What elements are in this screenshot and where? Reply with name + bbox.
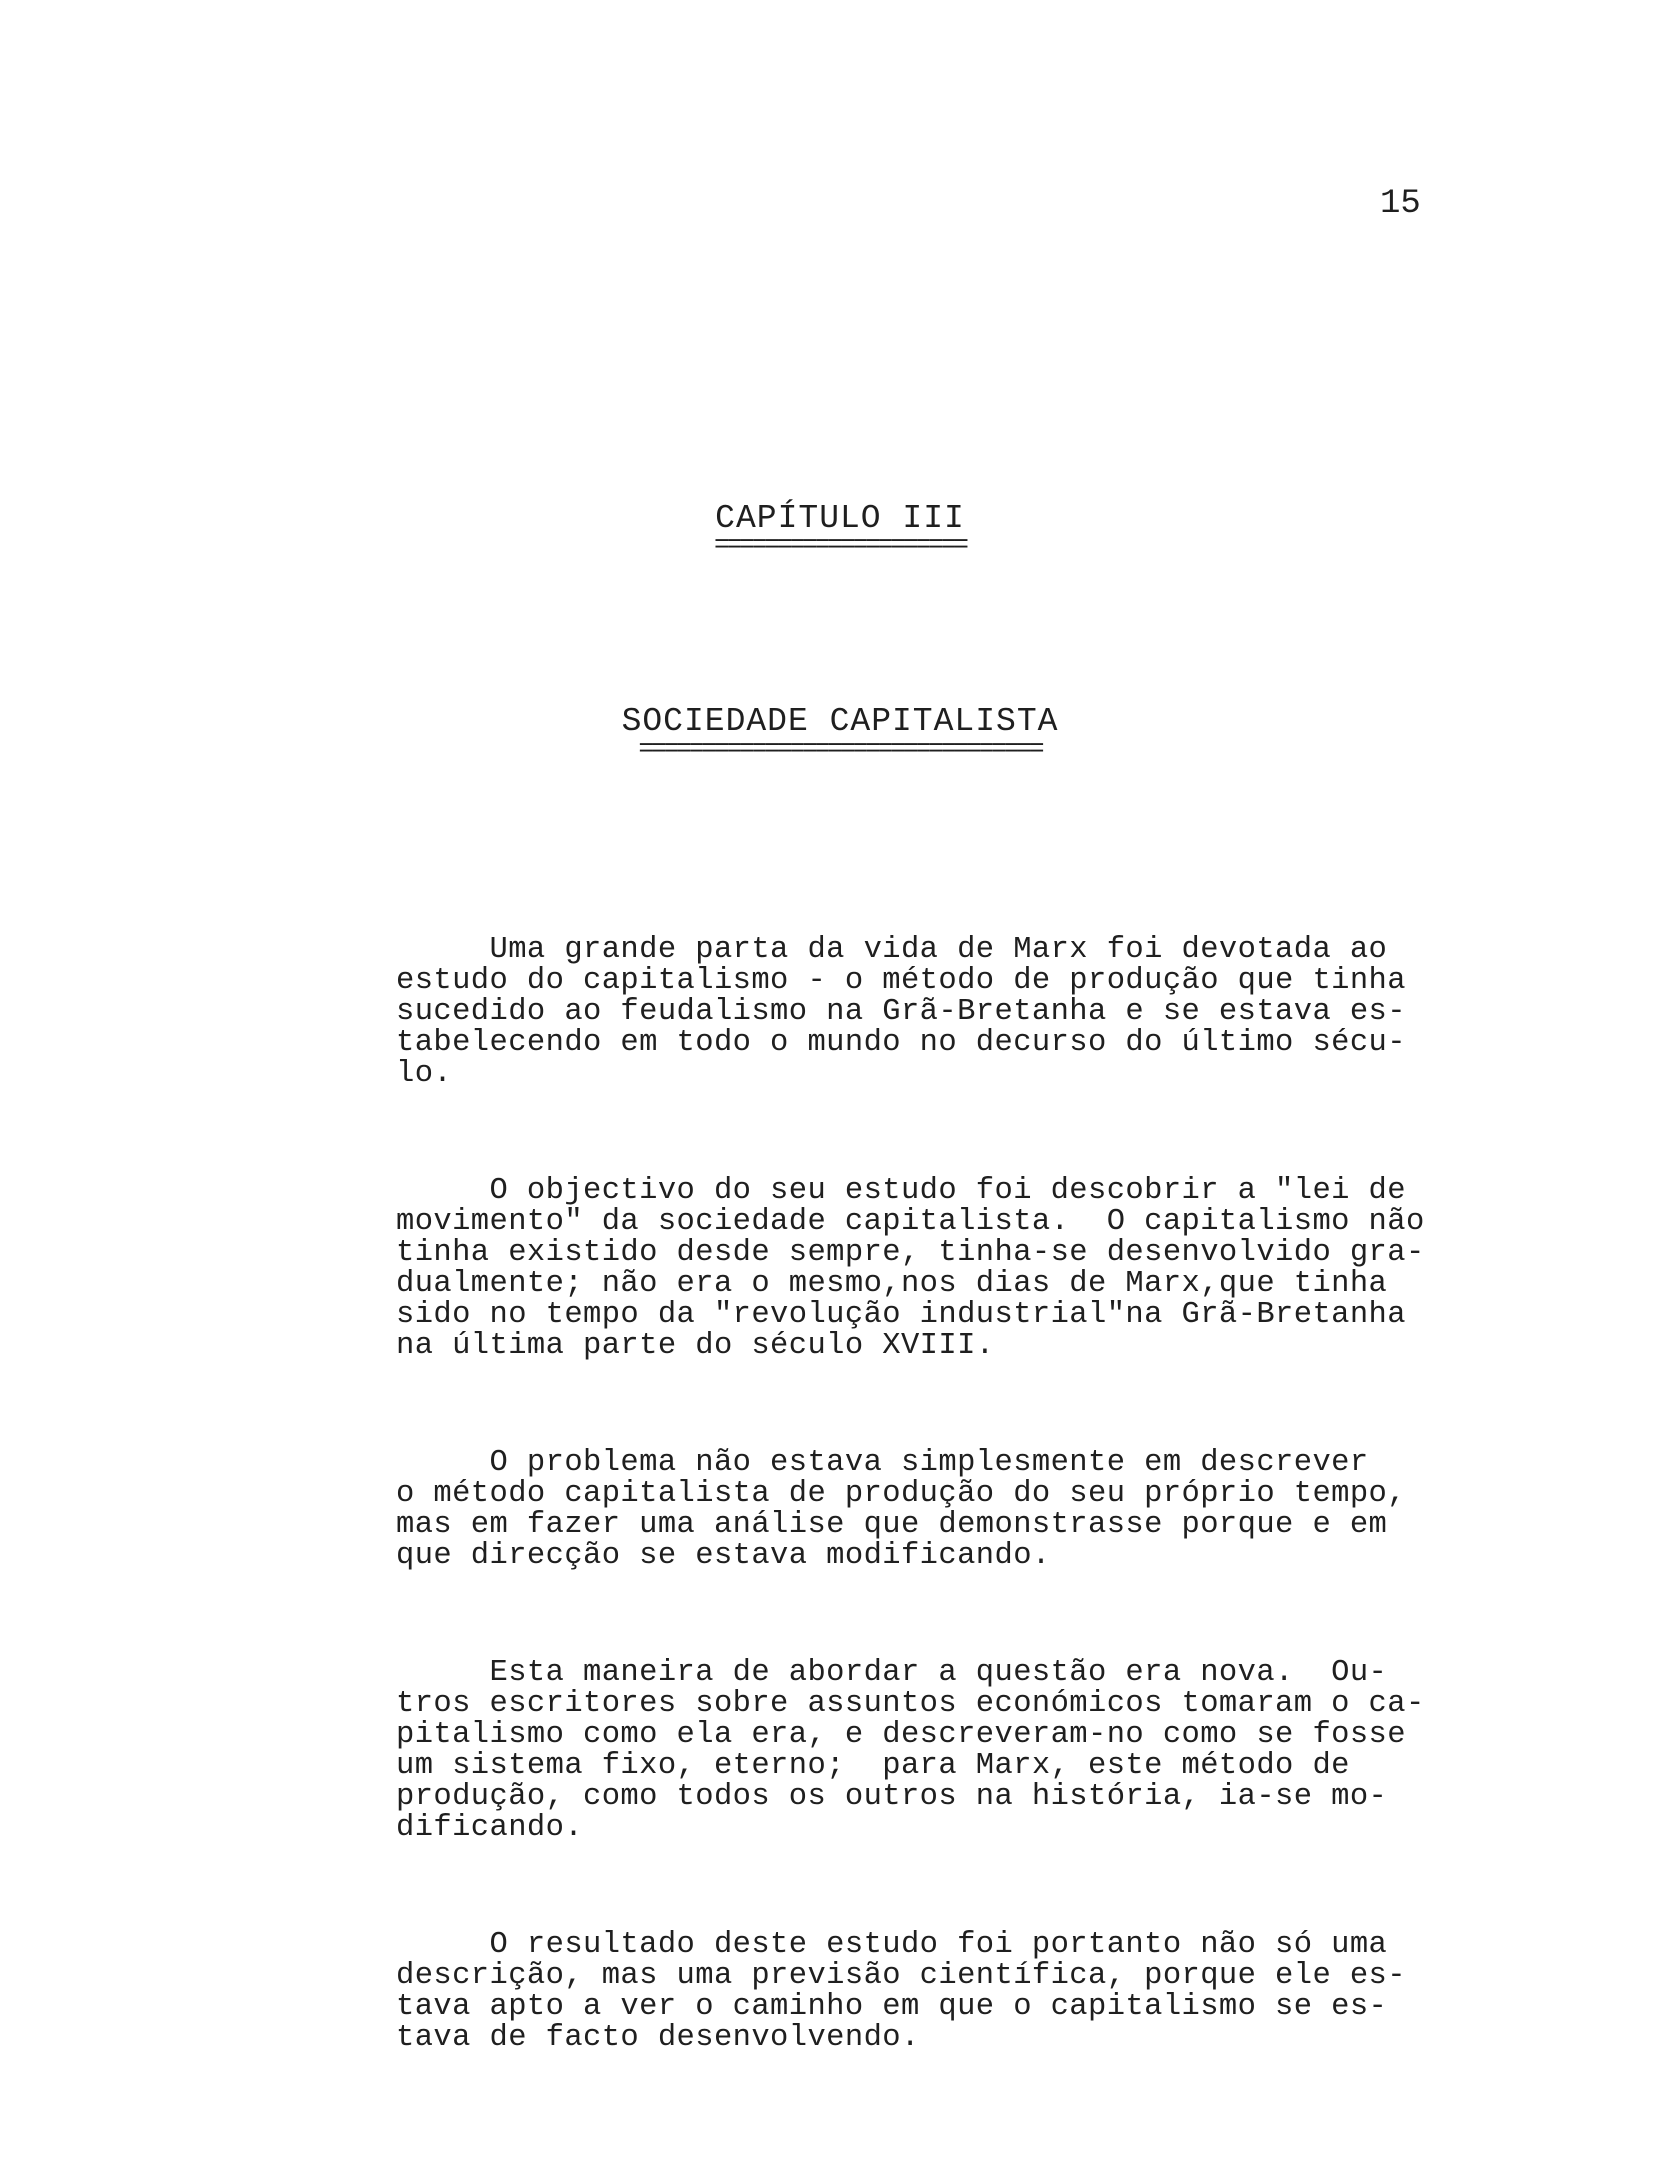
chapter-title: CAPÍTULO III xyxy=(715,500,965,537)
paragraph: Uma grande parta da vida de Marx foi devotada ao estudo do capitalismo - o método de produção que tinha sucedido ao feudalismo na Grã-Bretanha e se estava es- tabelecendo em todo o mundo no decurso do último sécu- lo. xyxy=(396,933,1406,1091)
section-title-underline: ================================ xyxy=(638,734,1042,764)
chapter-title-underline: ==================== xyxy=(713,530,967,560)
body-text xyxy=(396,935,1546,2140)
paragraph: Esta maneira de abordar a questão era nova. Ou- tros escritores sobre assuntos económicos tomaram o ca- pitalismo como ela era, e descreveram-no como se fosse um sistema fixo, eterno; para Marx, este método de produção, como todos os outros na história, ia-se mo- dificando. xyxy=(396,1656,1425,1845)
page-number: 15 xyxy=(1380,185,1421,223)
paragraph: O objectivo do seu estudo foi descobrir a "lei de movimento" da sociedade capitalista. O capitalismo não tinha existido desde sempre, tinha-se desenvolvido gra- dualmente; não era o mesmo,nos dias de Marx,que tinha sido no tempo da "revolução industrial"na Grã-Bretanha na última parte do século XVIII. xyxy=(396,1174,1425,1363)
section-title: SOCIEDADE CAPITALISTA xyxy=(621,703,1059,740)
paragraph: O problema não estava simplesmente em descrever o método capitalista de produção do seu próprio tempo, mas em fazer uma análise que demonstrasse porque e em que direcção se estava modificando. xyxy=(396,1446,1406,1573)
paragraph: O resultado deste estudo foi portanto não só uma descrição, mas uma previsão científica, porque ele es- tava apto a ver o caminho em que o capitalismo se es- tava de facto desenvolvendo. xyxy=(396,1928,1406,2055)
